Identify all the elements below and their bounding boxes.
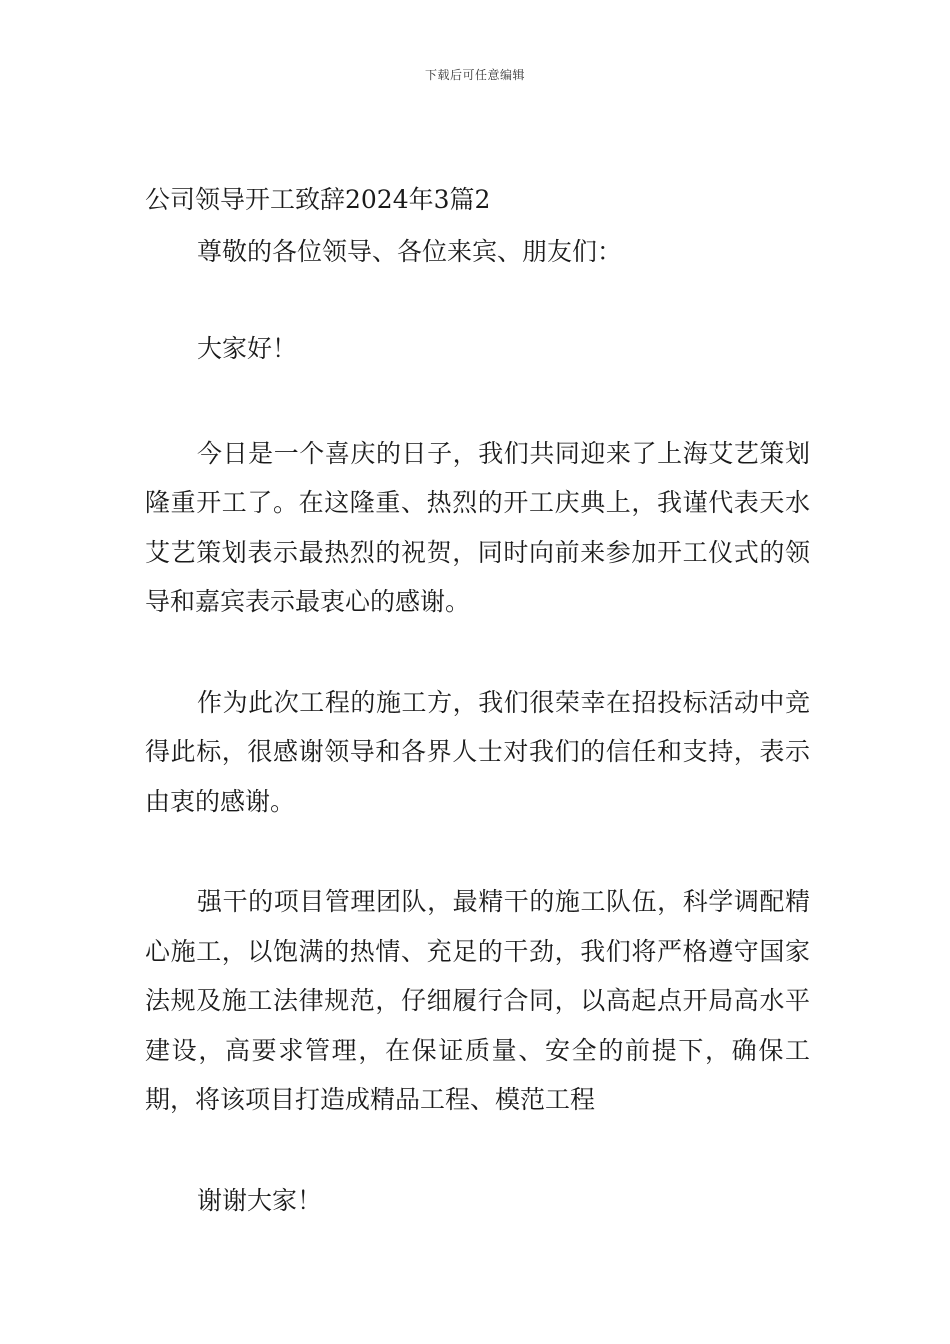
document-title: 公司领导开工致辞2024年3篇2: [145, 185, 491, 214]
paragraph-congratulations: 今日是一个喜庆的日子，我们共同迎来了上海艾艺策划隆重开工了。在这隆重、热烈的开工庆典上，我谨代表天水艾艺策划表示最热烈的祝贺，同时向前来参加开工仪式的领导和嘉宾表示最衷心的感谢。: [145, 438, 810, 616]
paragraph-closing: 谢谢大家！: [197, 1185, 323, 1215]
salutation: 尊敬的各位领导、各位来宾、朋友们：: [197, 237, 623, 266]
page-header-note: 下载后可任意编辑: [424, 68, 525, 82]
paragraph-opening: 大家好！: [197, 334, 298, 363]
paragraph-gratitude: 作为此次工程的施工方，我们很荣幸在招投标活动中竞得此标，很感谢领导和各界人士对我们的信任和支持，表示由衷的感谢。: [145, 687, 810, 816]
paragraph-commitment: 强干的项目管理团队，最精干的施工队伍，科学调配精心施工，以饱满的热情、充足的干劲，我们将严格遵守国家法规及施工法律规范，仔细履行合同，以高起点开局高水平建设，高要求管理，在保证质量、安全的前提下，确保工期，将该项目打造成精品工程、模范工程: [145, 887, 810, 1114]
document-body: [145, 180, 810, 1225]
